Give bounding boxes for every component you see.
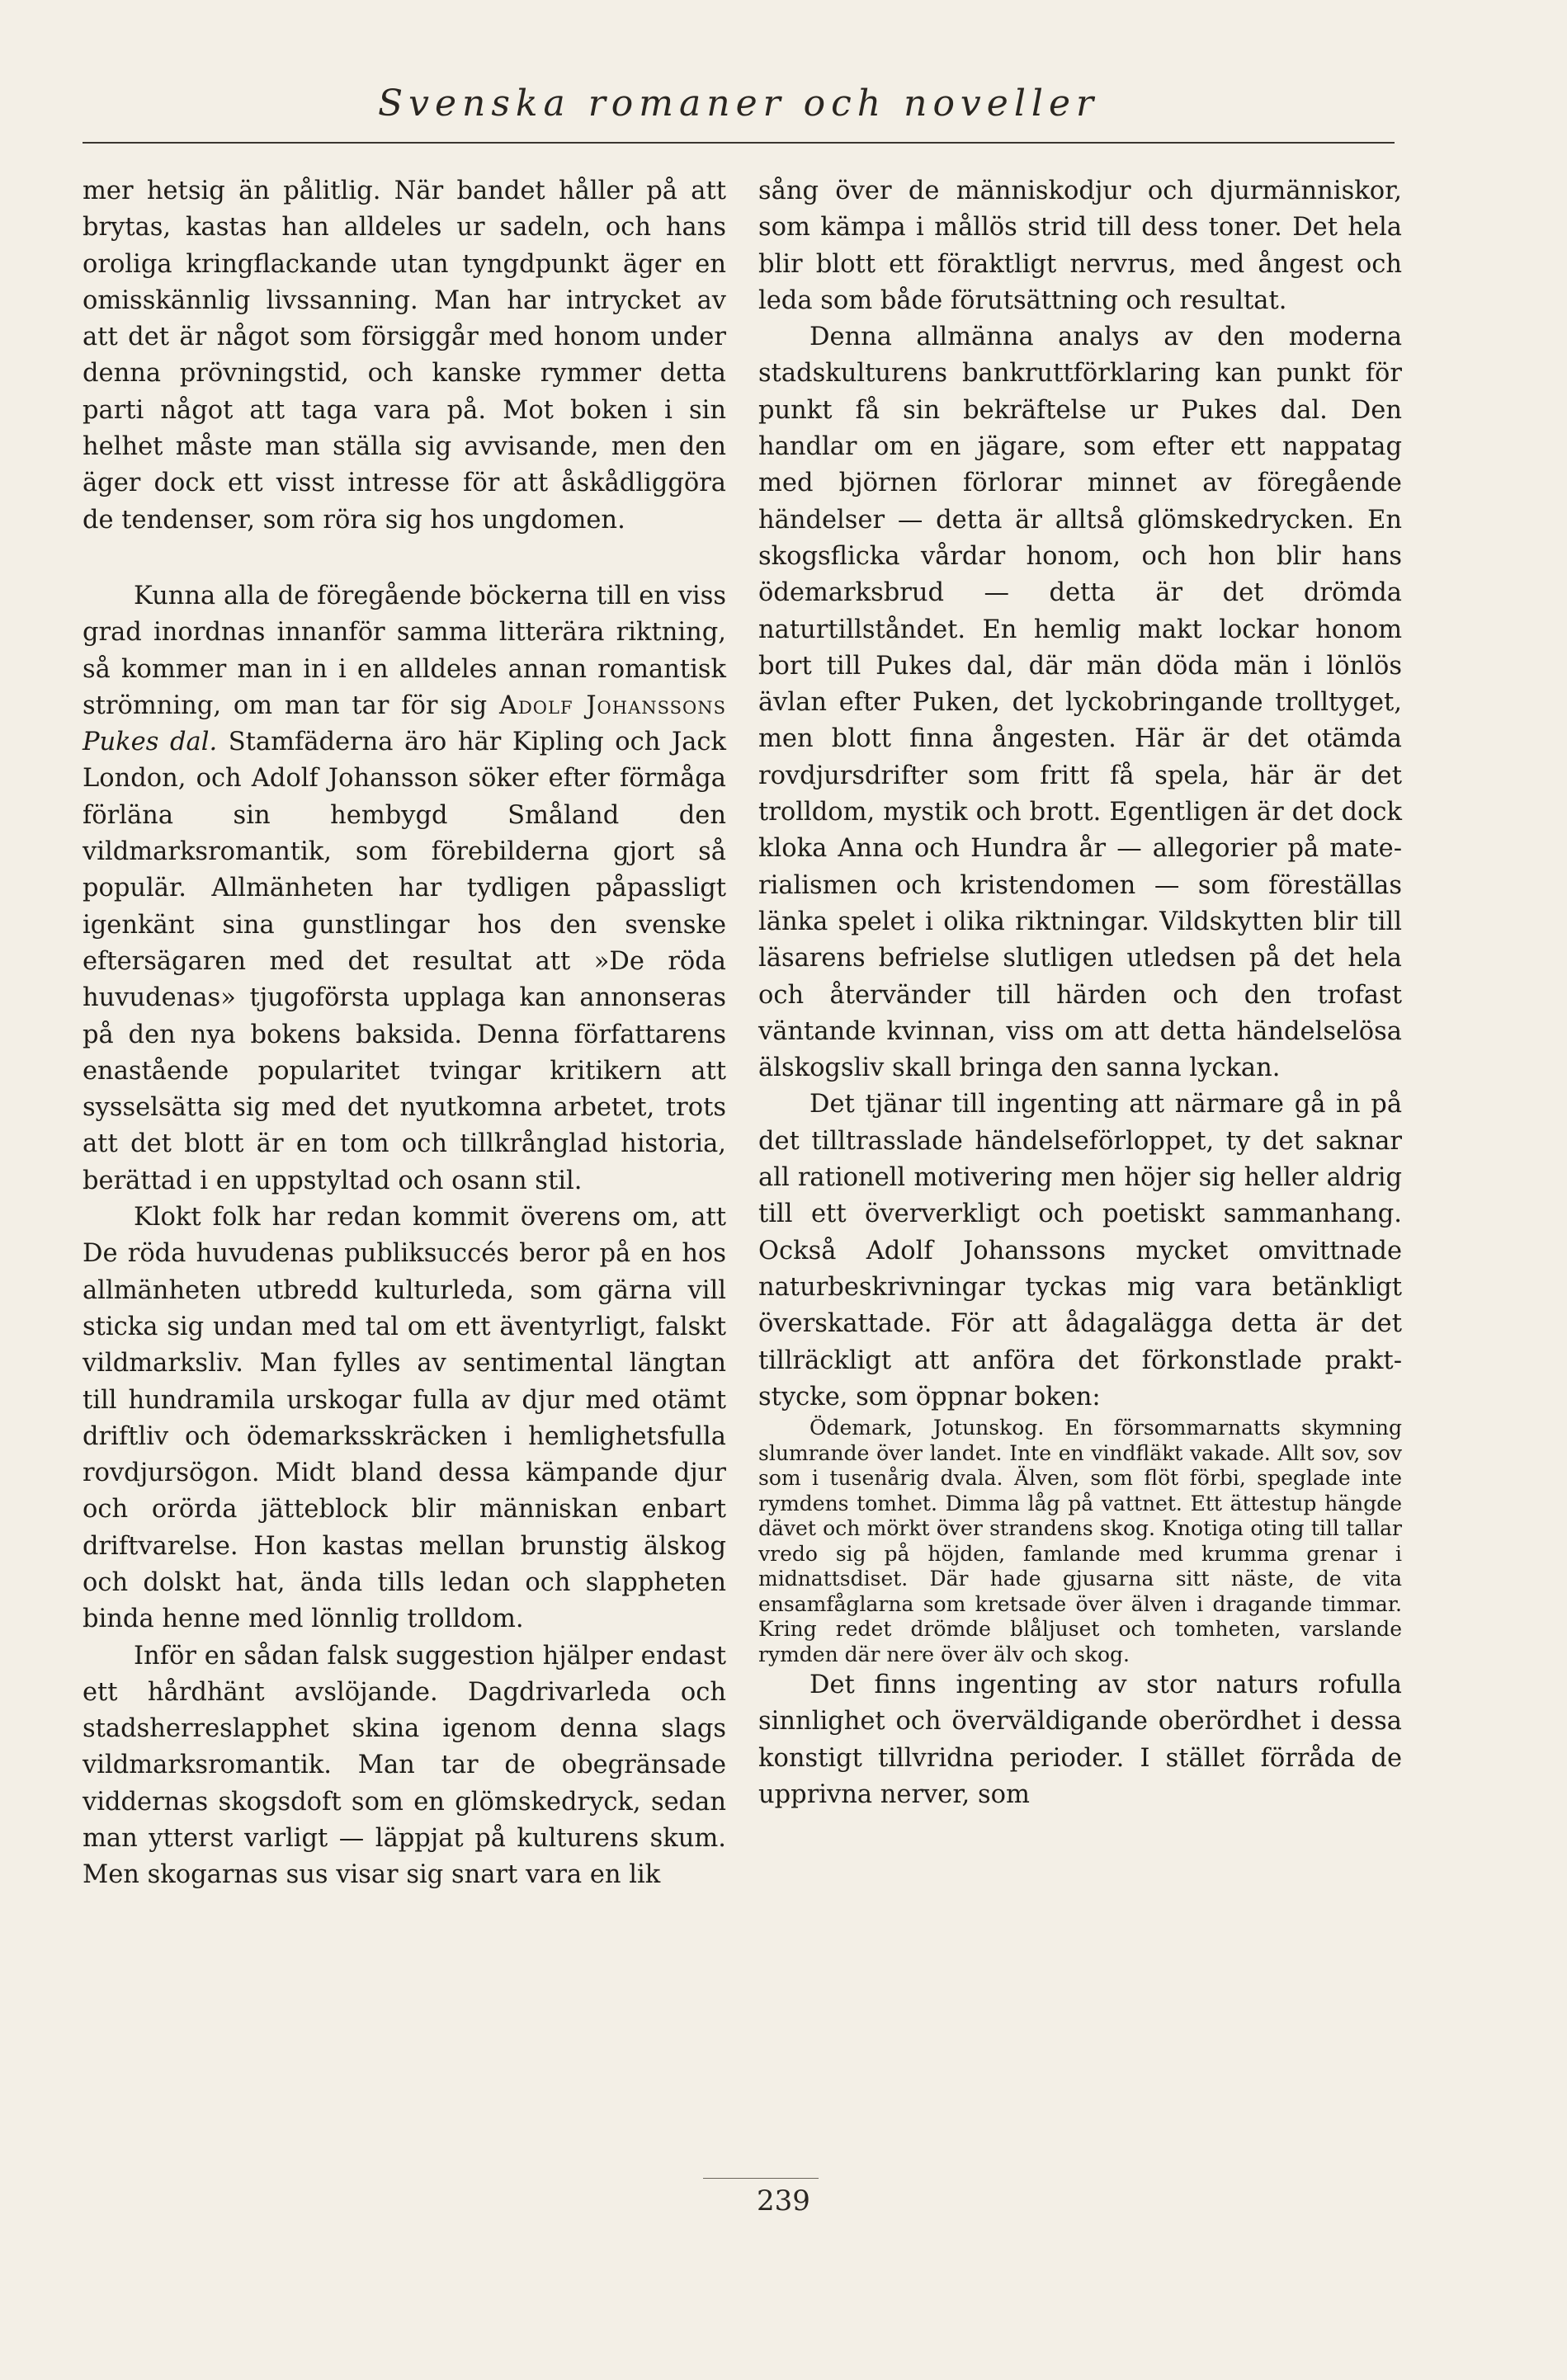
header-rule <box>83 142 1395 144</box>
block-quote: Ödemark, Jotunskog. En försommarnatts skymning slumrande över landet. Inte en vindfläkt vakade. Allt sov, sov som i tusenårig dvala. Älven, som flöt förbi, speglade inte rymdens tomhet. Dimma låg på vattnet. Ett ättestup hängde dävet och mörkt över strandens skog. Knotiga oting till tallar vredo sig på höjden, famlande med krumma grenar i midnattsdiset. Där hade gjusarna sitt näste, de vita ensamfåglarna som kretsade över älven i dragande timmar. Kring redet drömde blåljuset och tomheten, varslande rymden där nere över älv och skog. <box>758 1416 1402 1666</box>
paragraph: Det finns ingenting av stor naturs rofulla sinnlighet och överväldigande oberördhet i dessa konstigt tillvridna perioder. I stället förråda de upprivna nerver, som <box>758 1671 1402 1809</box>
paragraph: sång över de människodjur och djurmänniskor, som kämpa i mållös strid till dess toner. Det hela blir blott ett föraktligt nervrus, med ångest och leda som både förutsättning och resultat. <box>758 177 1402 315</box>
text-run: Stamfäderna äro här Kipling och Jack London, och Adolf Johansson söker efter förmåga förläna sin hembygd Småland den vildmarksromantik, som förebilderna gjort så populär. Allmänheten har tydligen påpassligt igenkänt sina gunstlingar hos den svenske eftersägaren med det resultat att »De röda huvudenas» tjugoförsta upplaga kan annonseras på den nya bokens baksida. Denna författarens enastående popularitet tvingar kritikern att sysselsätta sig med det nyutkomna arbetet, trots att det blott är en tom och tillkrånglad historia, berättad i en uppstyltad och osann stil. <box>83 728 726 1195</box>
paragraph: Klokt folk har redan kommit överens om, att De röda huvudenas publiksuccés beror på en hos allmänheten utbredd kulturleda, som gärna vill sticka sig undan med tal om ett äventyrligt, falskt vildmarksliv. Man fylles av sentimental längtan till hundramila urskogar fulla av djur med otämt driftliv och ödemarksskräcken i hemlighetsfulla rovdjursögon. Midt bland dessa kämpande djur och orörda jätteblock blir människan enbart driftvarelse. Hon kastas mellan brunstig älskog och dolskt hat, ända tills ledan och slappheten binda henne med lönnlig trolldom. <box>83 1203 726 1634</box>
author-name: Adolf Johanssons <box>498 690 726 720</box>
paragraph: Det tjänar till ingenting att närmare gå in på det tilltrasslade händelseförloppet, ty det saknar all rationell motivering men höjer sig heller aldrig till ett öververkligt och poetiskt sammanhang. Också Adolf Johanssons mycket omvittnade naturbeskrivningar tyckas mig vara betänkligt överskattade. För att ådagalägga detta är det tillräckligt att anföra det förkonstlade praktstycke, som öppnar boken: <box>758 1090 1402 1412</box>
book-title: Pukes dal. <box>83 728 218 757</box>
page-number: 239 <box>757 2184 810 2217</box>
running-head: Svenska romaner och noveller <box>377 82 1100 125</box>
paragraph <box>83 578 726 1199</box>
text-run: Kunna alla de föregående böckerna till en viss grad inordnas innanför samma litterära riktning, så kommer man in i en alldeles annan romantisk strömning, om man tar för sig <box>83 581 726 720</box>
right-column <box>758 173 1402 2194</box>
paragraph: Denna allmänna analys av den moderna stadskulturens bankruttförklaring kan punkt för punkt få sin bekräftelse ur Pukes dal. Den handlar om en jägare, som efter ett nappatag med björnen förlorar minnet av föregående händelser — detta är alltså glömskedrycken. En skogsflicka vårdar honom, och hon blir hans ödemarksbrud — detta är det drömda naturtillståndet. En hemlig makt lockar honom bort till Pukes dal, där män döda män i lönlös ävlan efter Puken, det lyckobringande trolltyget, men blott finna ångesten. Här är det otämda rovdjursdrifter som fritt få spela, här är det trolldom, mystik och brott. Egentligen är det dock kloka Anna och Hundra år — allegorier på materialismen och kristendomen — som föreställas länka spelet i olika riktningar. Vildskytten blir till läsarens befrielse slutligen utledsen på det hela och återvänder till härden och den trofast väntande kvinnan, viss om att detta händelselösa älskogsliv skall bringa den sanna lyckan. <box>758 323 1402 1083</box>
paragraph: Inför en sådan falsk suggestion hjälper endast ett hårdhänt avslöjande. Dagdrivarleda och stadsherreslapphet skina igenom denna slags vildmarksromantik. Man tar de obegränsade viddernas skogsdoft som en glömskedryck, sedan man ytterst varligt — läppjat på kulturens skum. Men skogarnas sus visar sig snart vara en lik <box>83 1641 726 1890</box>
left-column <box>83 173 726 2194</box>
footer-rule <box>703 2178 819 2179</box>
paragraph: mer hetsig än pålitlig. När bandet håller på att brytas, kastas han alldeles ur sadeln, och hans oroliga kringflackande utan tyngdpunkt äger en omisskännlig livssanning. Man har intrycket av att det är något som försiggår med honom under denna prövningstid, och kanske rymmer detta parti något att taga vara på. Mot boken i sin helhet måste man ställa sig avvisande, men den äger dock ett visst intresse för att åskådliggöra de tendenser, som röra sig hos ungdomen. <box>83 177 726 535</box>
